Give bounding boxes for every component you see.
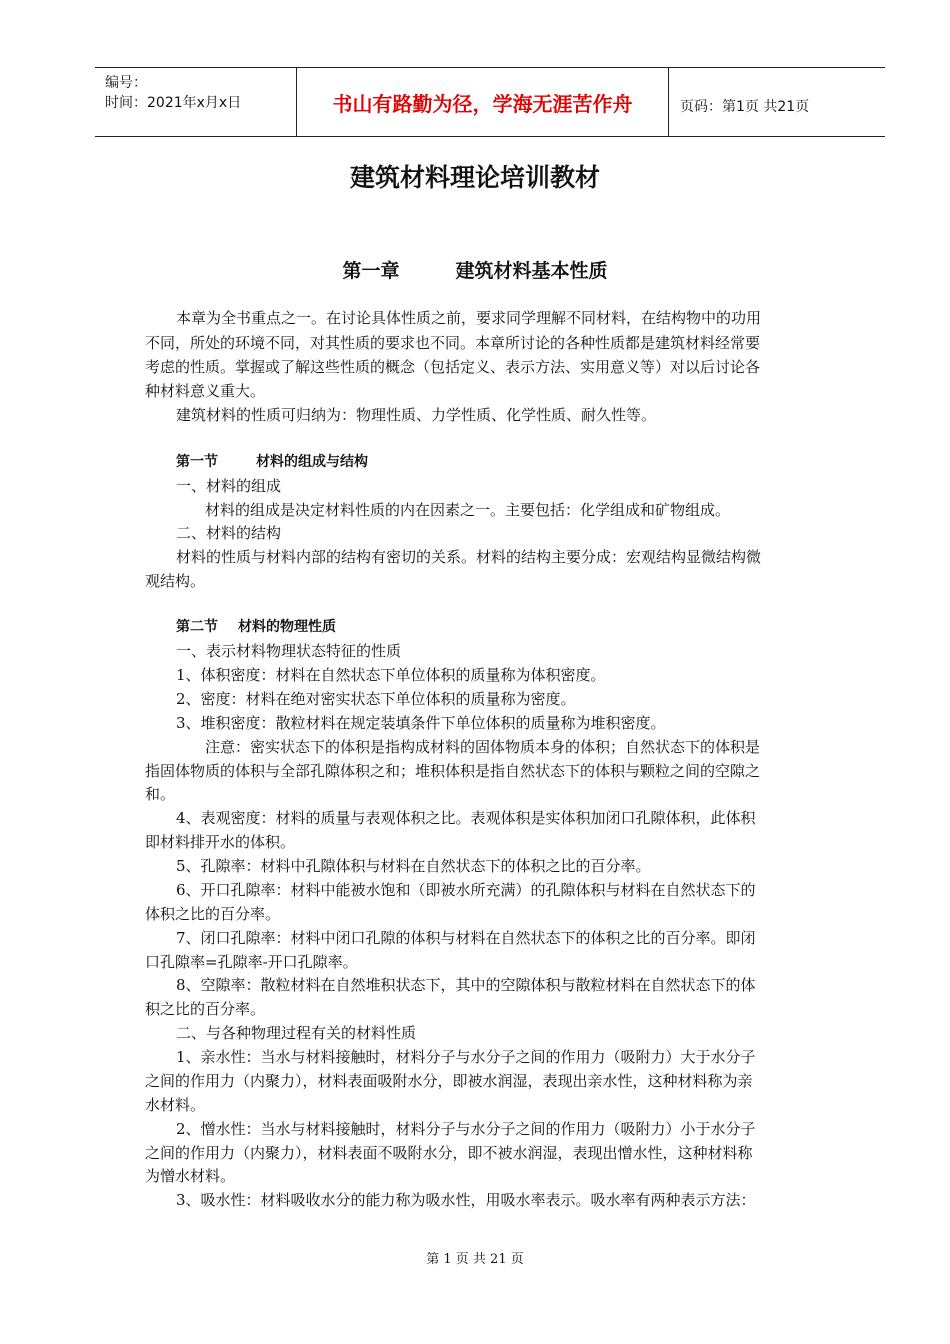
- date-label: 时间：2021年x月x日: [105, 95, 242, 111]
- text-line: 不同，所处的环境不同，对其性质的要求也不同。本章所讨论的各种性质都是建筑材料经常要: [145, 334, 761, 352]
- section-number: 第二节: [176, 619, 218, 635]
- text-line: 指固体物质的体积与全部孔隙体积之和；堆积体积是指自然状态下的体积与颗粒之间的空隙之: [145, 762, 761, 780]
- chapter-heading: [0, 256, 950, 283]
- text-line: 4、表观密度：材料的质量与表观体积之比。表观体积是实体积加闭口孔隙体积，此体积: [176, 809, 756, 827]
- text-line: 积之比的百分率。: [145, 1000, 266, 1018]
- text-line: 材料的性质与材料内部的结构有密切的关系。材料的结构主要分成：宏观结构显微结构微: [176, 548, 762, 566]
- header-meta: [95, 68, 297, 136]
- page-header: [95, 67, 885, 137]
- page-footer: 第 1 页 共 21 页: [426, 1252, 524, 1267]
- text-line: 3、堆积密度：散粒材料在规定装填条件下单位体积的质量称为堆积密度。: [176, 714, 666, 732]
- document-title: 建筑材料理论培训教材: [349, 163, 600, 192]
- text-line: 即材料排开水的体积。: [145, 833, 296, 851]
- text-line: 2、憎水性：当水与材料接触时，材料分子与水分子之间的作用力（吸附力）小于水分子: [176, 1120, 756, 1138]
- text-line: 水材料。: [145, 1096, 206, 1114]
- text-line: 体积之比的百分率。: [145, 905, 281, 923]
- text-line: 之间的作用力（内聚力），材料表面吸附水分，即被水润湿，表现出亲水性，这种材料称为亲: [145, 1072, 753, 1090]
- text-line: 3、吸水性：材料吸收水分的能力称为吸水性，用吸水率表示。吸水率有两种表示方法：: [176, 1191, 756, 1209]
- text-line: 观结构。: [145, 572, 206, 590]
- section-heading: [176, 617, 336, 637]
- chapter-number: 第一章: [342, 260, 400, 282]
- text-line: 口孔隙率=孔隙率-开口孔隙率。: [145, 953, 358, 971]
- section-heading: [176, 452, 368, 472]
- chapter-name: 建筑材料基本性质: [455, 260, 608, 282]
- text-line: 二、与各种物理过程有关的材料性质: [176, 1024, 417, 1042]
- text-line: 6、开口孔隙率：材料中能被水饱和（即被水所充满）的孔隙体积与材料在自然状态下的: [176, 881, 756, 899]
- text-line: 本章为全书重点之一。在讨论具体性质之前，要求同学理解不同材料，在结构物中的功用: [176, 309, 762, 327]
- text-line: 1、体积密度：材料在自然状态下单位体积的质量称为体积密度。: [176, 666, 606, 684]
- text-line: 7、闭口孔隙率：材料中闭口孔隙的体积与材料在自然状态下的体积之比的百分率。即闭: [176, 929, 756, 947]
- text-line: 2、密度：材料在绝对密实状态下单位体积的质量称为密度。: [176, 690, 576, 708]
- text-line: 1、亲水性：当水与材料接触时，材料分子与水分子之间的作用力（吸附力）大于水分子: [176, 1048, 756, 1066]
- text-line: 材料的组成是决定材料性质的内在因素之一。主要包括：化学组成和矿物组成。: [205, 501, 731, 519]
- header-motto: 书山有路勤为径，学海无涯苦作舟: [297, 68, 669, 136]
- serial-label: 编号：: [105, 75, 147, 91]
- text-line: 考虑的性质。掌握或了解这些性质的概念（包括定义、表示方法、实用意义等）对以后讨论各: [145, 358, 761, 376]
- text-line: 一、材料的组成: [176, 477, 282, 495]
- section-name: 材料的组成与结构: [256, 454, 368, 470]
- text-line: 二、材料的结构: [176, 524, 282, 542]
- text-line: 注意：密实状态下的体积是指构成材料的固体物质本身的体积；自然状态下的体积是: [205, 738, 761, 756]
- text-line: 8、空隙率：散粒材料在自然堆积状态下，其中的空隙体积与散粒材料在自然状态下的体: [176, 976, 756, 994]
- text-line: 建筑材料的性质可归纳为：物理性质、力学性质、化学性质、耐久性等。: [176, 406, 657, 424]
- text-line: 种材料意义重大。: [145, 382, 266, 400]
- header-page-label: 页码：第1页 共21页: [680, 99, 810, 115]
- text-line: 为憎水材料。: [145, 1167, 236, 1185]
- text-line: 和。: [145, 785, 176, 803]
- text-line: 之间的作用力（内聚力），材料表面不吸附水分，即不被水润湿，表现出憎水性，这种材料称: [145, 1144, 753, 1162]
- text-line: 5、孔隙率：材料中孔隙体积与材料在自然状态下的体积之比的百分率。: [176, 857, 651, 875]
- section-name: 材料的物理性质: [238, 619, 336, 635]
- text-line: 一、表示材料物理状态特征的性质: [176, 642, 402, 660]
- section-number: 第一节: [176, 454, 218, 470]
